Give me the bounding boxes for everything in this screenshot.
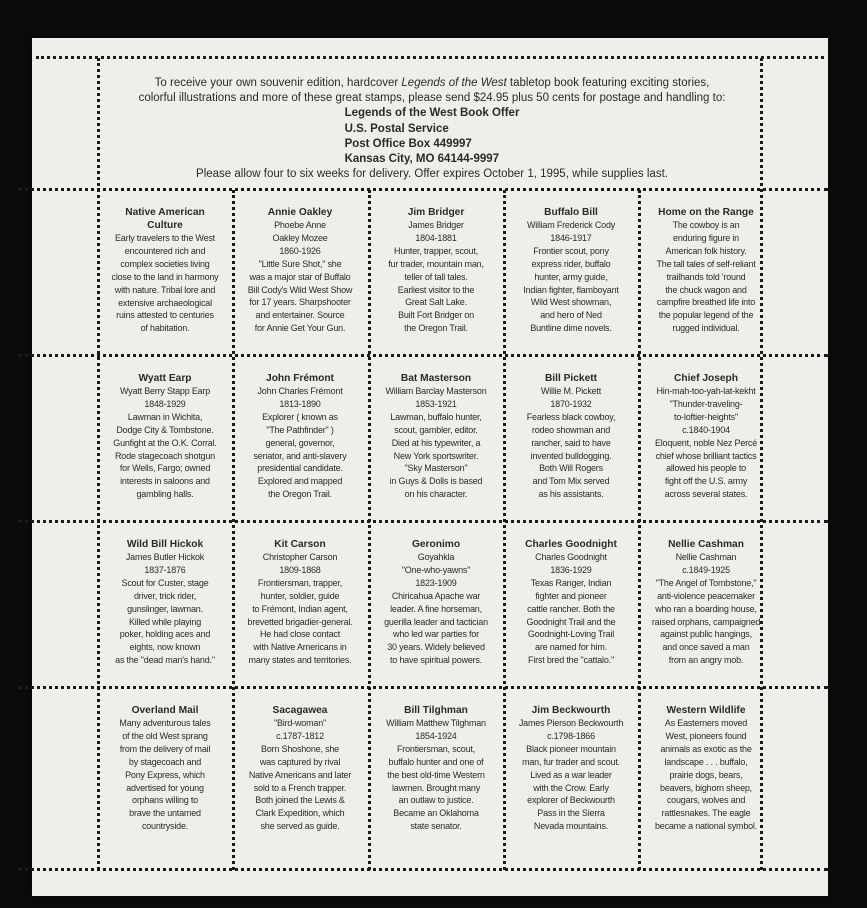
- stamp-description: William Frederick Cody 1846-1917 Frontier scout, pony express rider, buffalo hunter, army guide, Indian fighter, flamboyant Wild West showman, and hero of Ned Buntline dime novels.: [523, 220, 619, 334]
- stamp-text-block: [504, 372, 638, 501]
- stamp-title: Geronimo: [411, 539, 461, 550]
- stamp-description: Charles Goodnight 1836-1929 Texas Ranger, Indian fighter and pioneer cattle rancher. Both the Goodnight Trail and the Goodnight-Loving Trail are named for him. First bred the "cattalo.": [526, 552, 616, 666]
- stamp-text-block: [639, 372, 773, 501]
- stamp-text-block: [98, 372, 232, 501]
- stamp-description: Christopher Carson 1809-1868 Frontiersman, trapper, hunter, soldier, guide to Frémont, Indian agent, brevetted brigadier-general. He had close contact with Native Americans in many states and territories.: [247, 552, 353, 666]
- stamp-text-block: [504, 704, 638, 833]
- stamp-description: Early travelers to the West encountered rich and complex societies living close to the land in harmony with nature. Tribal lore and extensive archaeological ruins attested to centuries of habitation.: [111, 233, 219, 334]
- stamp-title: Annie Oakley: [267, 207, 333, 218]
- stamp-text-block: [369, 206, 503, 335]
- stamp-text-block: [98, 704, 232, 833]
- stamp-title: Wyatt Earp: [138, 373, 192, 384]
- stamp-sheet: [32, 38, 828, 896]
- stamp-description: James Butler Hickok 1837-1876 Scout for Custer, stage driver, trick rider, gunslinger, lawman. Killed while playing poker, holding aces and eights, now known as the "dead man's hand.": [115, 552, 215, 666]
- book-title: Legends of the West: [401, 77, 507, 89]
- book-offer-header: [102, 76, 762, 220]
- stamp-title: Kit Carson: [274, 539, 326, 550]
- offer-line-2: colorful illustrations and more of these great stamps, please send $24.95 plus 50 cents for postage and handling to:: [138, 92, 726, 105]
- perforation-row-3: [18, 520, 828, 523]
- stamp-description: Willie M. Pickett 1870-1932 Fearless black cowboy, rodeo showman and rancher, said to have invented bulldogging. Both Will Rogers and Tom Mix served as his assistants.: [526, 386, 616, 500]
- stamp-text-block: [98, 206, 232, 335]
- stamp-description: Phoebe Anne Oakley Mozee 1860-1926 "Little Sure Shot," she was a major star of Buffalo Bill Cody's Wild West Show for 17 years. Sharpshooter and entertainer. Source for Annie Get Your Gun.: [247, 220, 353, 334]
- stamp-description: James Bridger 1804-1881 Hunter, trapper, scout, fur trader, mountain man, teller of tall tales. Earliest visitor to the Great Salt Lake. Built Fort Bridger on the Oregon Trail.: [388, 220, 484, 334]
- stamp-description: William Barclay Masterson 1853-1921 Lawman, buffalo hunter, scout, gambler, editor. Died at his typewriter, a New York sportswriter. "Sky Masterson" in Guys & Dolls is based on his character.: [385, 386, 487, 500]
- stamp-text-block: [369, 538, 503, 667]
- stamp-text-block: [504, 538, 638, 667]
- stamp-title: Chief Joseph: [674, 373, 738, 384]
- stamp-text-block: [98, 538, 232, 667]
- stamp-description: Many adventurous tales of the old West sprang from the delivery of mail by stagecoach and Pony Express, which advertised for young orphans willing to brave the untamed countryside.: [119, 718, 211, 832]
- stamp-title: John Frémont: [266, 373, 334, 384]
- stamp-text-block: [504, 206, 638, 335]
- stamp-title: Overland Mail: [131, 705, 199, 716]
- address-line-4: Kansas City, MO 64144-9997: [344, 153, 500, 166]
- stamp-description: Nellie Cashman c.1849-1925 "The Angel of Tombstone," anti-violence peacemaker who ran a boarding house, raised orphans, campaigned against public hangings, and once saved a man from an angry mob.: [651, 552, 761, 666]
- stamp-description: Wyatt Berry Stapp Earp 1848-1929 Lawman in Wichita, Dodge City & Tombstone. Gunfight at the O.K. Corral. Rode stagecoach shotgun for Wells, Fargo; owned interests in saloons and gambling halls.: [113, 386, 217, 500]
- stamp-title: Jim Beckwourth: [531, 705, 611, 716]
- stamp-description: Goyahkla "One-who-yawns" 1823-1909 Chiricahua Apache war leader. A fine horseman, guerilla leader and tactician who led war parties for 30 years. Widely believed to have spiritual powers.: [384, 552, 488, 666]
- stamp-title: Western Wildlife: [666, 705, 746, 716]
- stamp-title: Nellie Cashman: [668, 539, 744, 550]
- stamp-text-block: [369, 372, 503, 501]
- stamp-description: As Easterners moved West, pioneers found animals as exotic as the landscape . . . buffalo, prairie dogs, bears, beavers, bighorn sheep, cougars, wolves and rattlesnakes. The eagle became a national symbol.: [654, 718, 758, 832]
- address-line-3: Post Office Box 449997: [344, 137, 472, 150]
- stamp-title: Charles Goodnight: [525, 539, 617, 550]
- stamp-title: Native American Culture: [125, 207, 205, 231]
- stamp-description: Hin-mah-too-yah-lat-kekht "Thunder-traveling- to-loftier-heights" c.1840-1904 Eloquent, noble Nez Percé chief whose brilliant tactics allowed his people to fight off the U.S. army across several states.: [654, 386, 758, 500]
- perforation-row-2: [18, 354, 828, 357]
- stamp-description: James Pierson Beckwourth c.1798-1866 Black pioneer mountain man, fur trader and scout. Lived as a war leader with the Crow. Early explorer of Beckwourth Pass in the Sierra Nevada mountains.: [518, 718, 624, 832]
- address-line-2: U.S. Postal Service: [344, 122, 449, 135]
- stamp-text-block: [639, 206, 773, 335]
- stamp-title: Bat Masterson: [400, 373, 472, 384]
- stamp-description: William Matthew Tilghman 1854-1924 Frontiersman, scout, buffalo hunter and one of the best old-time Western lawmen. Brought many an outlaw to justice. Became an Oklahoma state senator.: [386, 718, 486, 832]
- stamp-description: The cowboy is an enduring figure in American folk history. The tall tales of self-reliant trailhands told 'round the chuck wagon and campfire breathed life into the popular legend of the rugged individual.: [656, 220, 756, 334]
- stamp-title: Jim Bridger: [407, 207, 465, 218]
- stamp-text-block: [639, 704, 773, 833]
- stamp-text-block: [233, 372, 367, 501]
- offer-footer: Please allow four to six weeks for delivery. Offer expires October 1, 1995, while supplies last.: [196, 168, 668, 181]
- stamp-title: Sacagawea: [272, 705, 328, 716]
- stamp-title: Buffalo Bill: [544, 207, 598, 218]
- stamp-title: Home on the Range: [658, 207, 754, 218]
- stamp-title: Bill Pickett: [544, 373, 598, 384]
- stamp-description: John Charles Frémont 1813-1890 Explorer ( known as "The Pathfinder" ) general, governor, senator, and anti-slavery presidential candidate. Explored and mapped the Oregon Trail.: [253, 386, 347, 500]
- address-line-1: Legends of the West Book Offer: [344, 107, 520, 120]
- stamp-text-block: [233, 206, 367, 335]
- mailing-address: [345, 106, 520, 167]
- perforation-row-4: [18, 686, 828, 689]
- stamp-text-block: [233, 704, 367, 833]
- stamp-title: Bill Tilghman: [404, 705, 468, 716]
- stamp-text-block: [639, 538, 773, 667]
- perforation-top: [36, 56, 824, 59]
- stamp-title: Wild Bill Hickok: [126, 539, 204, 550]
- stamp-text-block: [369, 704, 503, 833]
- offer-line-1: To receive your own souvenir edition, hardcover Legends of the West tabletop book featuring exciting stories,: [154, 77, 710, 89]
- perforation-bottom: [18, 868, 828, 871]
- stamp-text-block: [233, 538, 367, 667]
- stamp-description: "Bird-woman" c.1787-1812 Born Shoshone, she was captured by rival Native Americans and later sold to a French trapper. Both joined the Lewis & Clark Expedition, which she served as guide.: [248, 718, 352, 832]
